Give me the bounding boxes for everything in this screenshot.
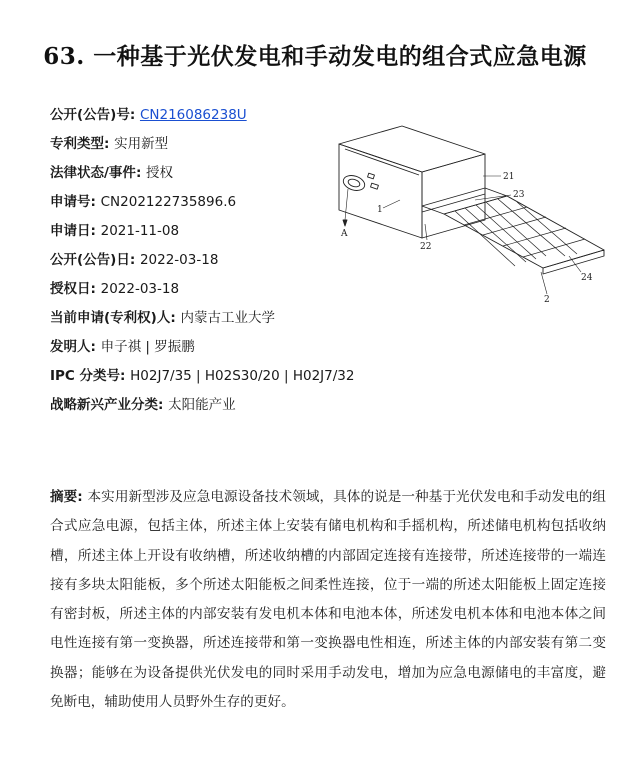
abstract-text: 本实用新型涉及应急电源设备技术领域，具体的说是一种基于光伏发电和手动发电的组合式应急电源，包括主体，所述主体上安装有储电机构和手摇机构，所述储电机构包括收纳槽，所述主体上开设有收纳槽，所述收纳槽的内部固定连接有连接带，所述连接带的一端连接有多块太阳能板，多个所述太阳能板之间柔性连接，位于一端的所述太阳能板上固定连接有密封板，所述主体的内部安装有发电机本体和电池本体，所述发电机本体和电池本体之间电性连接有第一变换器，所述连接带和第一变换器电性相连，所述主体的内部安装有第二变换器；能够在为设备提供光伏发电的同时采用手动发电，增加为应急电源储电的丰富度，避免断电，辅助使用人员野外生存的更好。 bbox=[50, 489, 607, 711]
field-value: CN202122735896.6 bbox=[100, 194, 237, 210]
body-top-face bbox=[339, 126, 485, 172]
field-application-date: 申请日: 2021-11-08 bbox=[50, 223, 180, 239]
field-label: 当前申请(专利权)人 bbox=[50, 310, 171, 326]
field-patent-type: 专利类型: 实用新型 bbox=[50, 136, 169, 152]
patent-metadata bbox=[50, 104, 355, 423]
field-label: 申请号 bbox=[50, 194, 91, 210]
field-label: 专利类型 bbox=[50, 136, 104, 152]
label-A: A bbox=[341, 229, 348, 239]
field-label: IPC 分类号 bbox=[50, 368, 121, 384]
label-23: 23 bbox=[513, 190, 525, 200]
publication-number-link[interactable]: CN216086238U bbox=[139, 107, 247, 123]
field-value: 2022-03-18 bbox=[100, 281, 180, 297]
field-value: H02J7/35 | H02S30/20 | H02J7/32 bbox=[130, 368, 355, 384]
field-label: 公开(公告)日 bbox=[50, 252, 130, 268]
page-title: 63. 一种基于光伏发电和手动发电的组合式应急电源 bbox=[43, 43, 587, 70]
field-value: 授权 bbox=[146, 165, 174, 181]
field-application-number: 申请号: CN202122735896.6 bbox=[50, 194, 237, 210]
connecting-strip bbox=[422, 188, 507, 214]
field-industry-class: 战略新兴产业分类: 太阳能产业 bbox=[50, 397, 236, 413]
field-grant-date: 授权日: 2022-03-18 bbox=[50, 281, 180, 297]
field-inventors: 发明人: 申子祺 | 罗振鹏 bbox=[50, 339, 195, 355]
abstract-label: 摘要 bbox=[50, 489, 78, 505]
crank-outline bbox=[341, 173, 366, 193]
field-value: 内蒙古工业大学 bbox=[180, 310, 275, 326]
field-label: 授权日 bbox=[50, 281, 91, 297]
field-value: 实用新型 bbox=[114, 136, 169, 152]
label-1: 1 bbox=[377, 205, 383, 215]
label-2: 2 bbox=[544, 295, 550, 305]
field-applicant: 当前申请(专利权)人: 内蒙古工业大学 bbox=[50, 310, 275, 326]
label-24: 24 bbox=[581, 273, 593, 283]
field-label: 法律状态/事件 bbox=[50, 165, 136, 181]
field-ipc: IPC 分类号: H02J7/35 | H02S30/20 | H02J7/32 bbox=[50, 368, 355, 384]
body-front-face bbox=[339, 144, 422, 238]
field-legal-status: 法律状态/事件: 授权 bbox=[50, 165, 174, 181]
field-value: 2021-11-08 bbox=[100, 223, 180, 239]
field-label: 发明人 bbox=[50, 339, 91, 355]
label-21: 21 bbox=[503, 172, 515, 182]
field-label: 战略新兴产业分类 bbox=[50, 397, 158, 413]
field-value: 太阳能产业 bbox=[168, 397, 236, 413]
field-publication-number: 公开(公告)号: CN216086238U bbox=[50, 107, 247, 123]
field-value: 申子祺 | 罗振鹏 bbox=[100, 339, 195, 355]
field-value: 2022-03-18 bbox=[139, 252, 219, 268]
abstract-section: 摘要: 本实用新型涉及应急电源设备技术领域，具体的说是一种基于光伏发电和手动发电的组合式应急电源，包括主体，所述主体上安装有储电机构和手摇机构，所述储电机构包括收纳槽，所述主体上开设有收纳槽，所述收纳槽的内部固定连接有连接带，所述连接带的一端连接有多块太阳能板，多个所述太阳能板之间柔性连接，位于一端的所述太阳能板上固定连接有密封板，所述主体的内部安装有发电机本体和电池本体，所述发电机本体和电池本体之间电性连接有第一变换器，所述连接带和第一变换器电性相连，所述主体的内部安装有第二变换器；能够在为设备提供光伏发电的同时采用手动发电，增加为应急电源储电的丰富度，避免断电，辅助使用人员野外生存的更好。 bbox=[50, 489, 607, 711]
label-22: 22 bbox=[420, 242, 432, 252]
field-label: 申请日 bbox=[50, 223, 91, 239]
patent-drawing bbox=[325, 116, 610, 312]
field-publication-date: 公开(公告)日: 2022-03-18 bbox=[50, 252, 219, 268]
body-side-face bbox=[422, 154, 485, 238]
field-label: 公开(公告)号 bbox=[50, 107, 130, 123]
